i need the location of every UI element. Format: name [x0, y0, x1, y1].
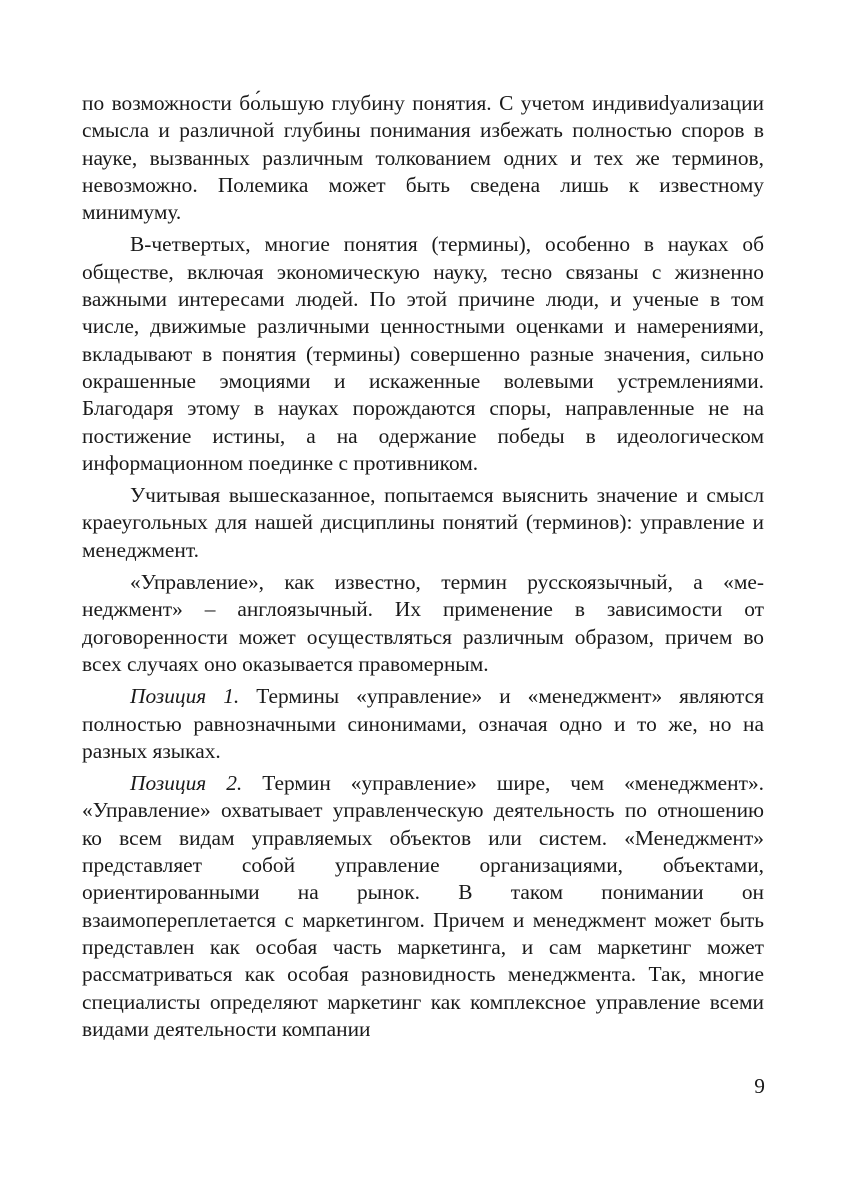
paragraph-text: «Управление», как известно, термин русскоязычный, а «менеджмент» – англоязычный. Их применение в зависимости от договоренности может осуществляться различным образом, причем во всех случаях оно оказывается правомерным.	[82, 570, 764, 676]
paragraph-text: по возможности бо́льшую глубину понятия. С учетом индивиdуализации смысла и различной глубины понимания избежать полностью споров в науке, вызванных различным толкованием одних и тех же терминов, невозможно. Полемика может быть сведена лишь к известному минимуму.	[82, 91, 764, 225]
paragraph-text: В-четвертых, многие понятия (термины), особенно в науках об обществе, включая экономическую науку, тесно связаны с жизненно важными интересами людей. По этой причине люди, и ученые в том числе, движимые различными ценностными оценками и намерениями, вкладывают в понятия (термины) совершенно разные значения, сильно окрашенные эмоциями и искаженные волевыми устремлениями. Благодаря этому в науках порождаются споры, направленные не на постижение истины, а на одержание победы в идеологическом информационном поединке с противником.	[82, 232, 764, 475]
paragraph-text: Учитывая вышесказанное, попытаемся выяснить значение и смысл краеугольных для нашей дисциплины понятий (терминов): управление и менеджмент.	[82, 483, 764, 562]
paragraph-text: Термины «управление» и «менеджмент» являются полностью равнозначными синонимами, означая одно и то же, но на разных языках.	[82, 684, 764, 763]
position-1-lead: Позиция 1.	[130, 684, 240, 709]
position-2-lead: Позиция 2.	[130, 771, 243, 796]
paragraph-considering	[82, 482, 764, 564]
paragraph-text: Термин «управление» шире, чем «менеджмент». «Управление» охватывает управленческую деятельность по отношению ко всем видам управляемых объектов или систем. «Менеджмент» представляет собой управление организациями, объектами, ориентированными на рынок. В таком понимании он взаимопереплетается с маркетингом. Причем и менеджмент может быть представлен как особая часть маркетинга, и сам маркетинг может рассматриваться как особая разновидность менеджмента. Так, многие специалисты определяют маркетинг как комплексное управление всеми видами деятельности компании	[82, 771, 764, 1041]
paragraph-position-2	[82, 770, 764, 1043]
body-text	[82, 90, 764, 1043]
page-number: 9	[754, 1074, 765, 1098]
paragraph-management-terms	[82, 569, 764, 678]
paragraph-fourthly	[82, 231, 764, 477]
paragraph-continuation	[82, 90, 764, 226]
paragraph-position-1	[82, 683, 764, 765]
